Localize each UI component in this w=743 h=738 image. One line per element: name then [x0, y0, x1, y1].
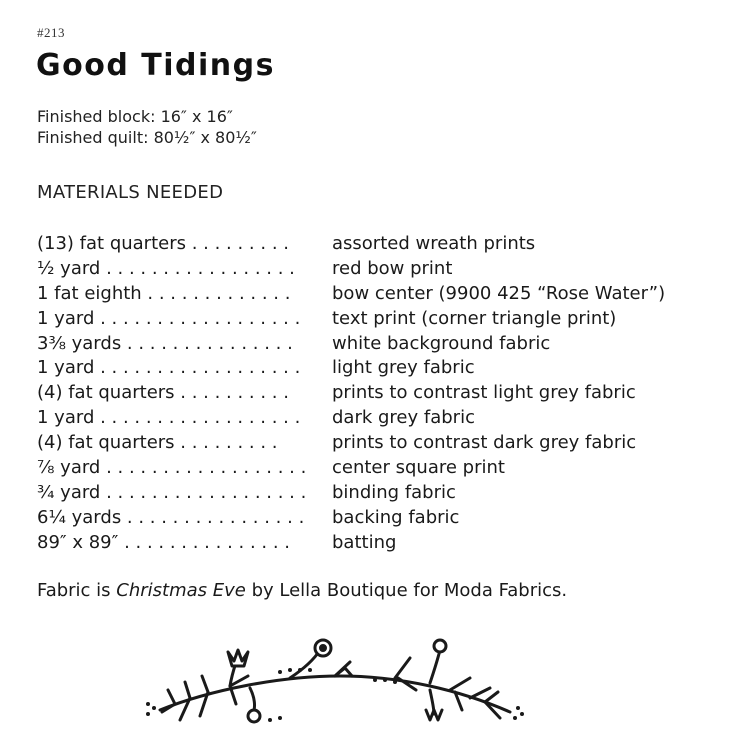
- material-quantity: 1 fat eighth . . . . . . . . . . . . .: [37, 282, 291, 304]
- material-row: [37, 381, 727, 406]
- materials-heading: MATERIALS NEEDED: [37, 182, 224, 203]
- material-quantity: ½ yard . . . . . . . . . . . . . . . . .: [37, 257, 295, 279]
- materials-list: [37, 232, 727, 556]
- material-row: [37, 406, 727, 431]
- material-quantity: (4) fat quarters . . . . . . . . . .: [37, 382, 289, 404]
- material-row: [37, 282, 727, 307]
- material-description: dark grey fabric: [332, 407, 475, 429]
- finished-sizes: [37, 106, 257, 148]
- material-description: white background fabric: [332, 332, 551, 354]
- material-description: binding fabric: [332, 481, 456, 503]
- fabric-collection-name: Christmas Eve: [116, 580, 246, 601]
- pattern-number: #213: [37, 25, 65, 40]
- material-quantity: 1 yard . . . . . . . . . . . . . . . . . .: [37, 407, 301, 429]
- material-description: prints to contrast light grey fabric: [332, 382, 636, 404]
- material-description: backing fabric: [332, 506, 460, 528]
- material-quantity: ¾ yard . . . . . . . . . . . . . . . . . .: [37, 481, 307, 503]
- fabric-credit-suffix: by Lella Boutique for Moda Fabrics.: [245, 580, 568, 601]
- material-description: red bow print: [332, 257, 453, 279]
- material-quantity: ⅞ yard . . . . . . . . . . . . . . . . . .: [37, 457, 307, 479]
- material-quantity: 6¼ yards . . . . . . . . . . . . . . . .: [37, 506, 305, 528]
- material-quantity: 89″ x 89″ . . . . . . . . . . . . . . .: [37, 531, 291, 553]
- material-row: [37, 431, 727, 456]
- material-row: [37, 232, 727, 257]
- material-row: [37, 481, 727, 506]
- material-description: light grey fabric: [332, 357, 475, 379]
- material-row: [37, 456, 727, 481]
- material-row: [37, 332, 727, 357]
- material-row: [37, 531, 727, 556]
- finished-quilt-size: Finished quilt: 80½″ x 80½″: [37, 128, 257, 147]
- floral-vine-icon: [130, 628, 530, 728]
- material-quantity: (4) fat quarters . . . . . . . . .: [37, 432, 278, 454]
- material-quantity: (13) fat quarters . . . . . . . . .: [37, 233, 289, 254]
- material-row: [37, 307, 727, 332]
- material-row: [37, 356, 727, 381]
- material-description: bow center (9900 425 “Rose Water”): [332, 282, 666, 304]
- finished-block-size: Finished block: 16″ x 16″: [37, 107, 233, 126]
- material-quantity: 1 yard . . . . . . . . . . . . . . . . . .: [37, 357, 301, 379]
- material-row: [37, 257, 727, 282]
- fabric-credit: [37, 580, 567, 601]
- material-description: batting: [332, 531, 397, 553]
- pattern-title: Good Tidings: [36, 48, 275, 83]
- material-quantity: 3⅜ yards . . . . . . . . . . . . . . .: [37, 332, 293, 354]
- material-description: assorted wreath prints: [332, 233, 536, 254]
- fabric-credit-prefix: Fabric is: [37, 580, 117, 601]
- material-quantity: 1 yard . . . . . . . . . . . . . . . . . .: [37, 307, 301, 329]
- material-description: center square print: [332, 457, 505, 479]
- material-description: text print (corner triangle print): [332, 307, 617, 329]
- material-description: prints to contrast dark grey fabric: [332, 432, 637, 454]
- material-row: [37, 506, 727, 531]
